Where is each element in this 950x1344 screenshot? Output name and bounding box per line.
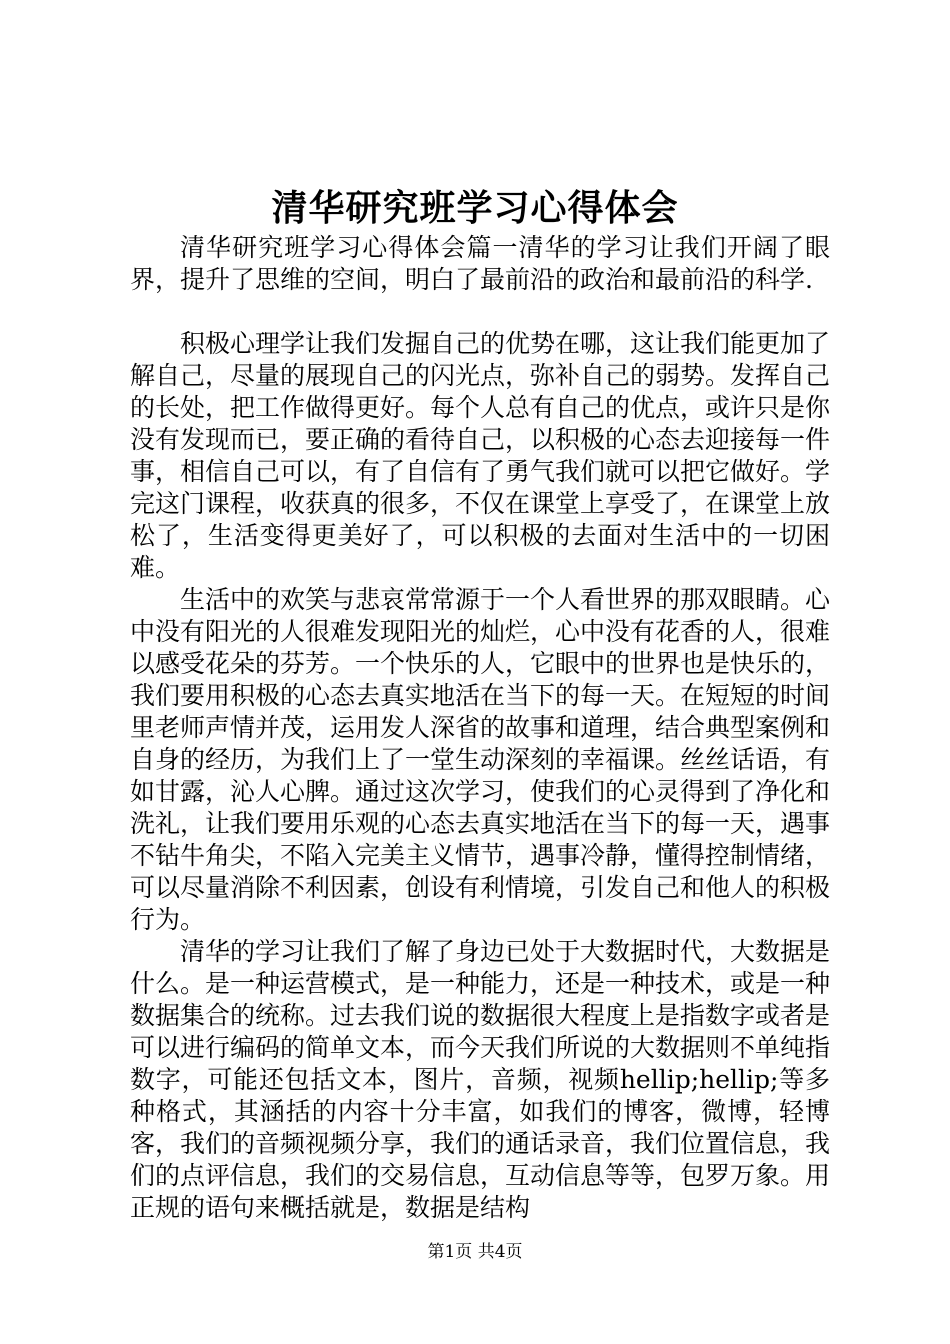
paragraph-big-data: 清华的学习让我们了解了身边已处于大数据时代，大数据是什么。是一种运营模式，是一种能力，还是一种技术，或是一种数据集合的统称。过去我们说的数据很大程度上是指数字或者是可以进行编码的简单文本，而今天我们所说的大数据则不单纯指数字，可能还包括文本，图片，音频，视频hellip;hellip;等多种格式，其涵括的内容十分丰富，如我们的博客，微博，轻博客，我们的音频视频分享，我们的通话录音，我们位置信息，我们的点评信息，我们的交易信息，互动信息等等，包罗万象。用正规的语句来概括就是，数据是结构 <box>130 937 831 1222</box>
paragraph-happiness: 生活中的欢笑与悲哀常常源于一个人看世界的那双眼睛。心中没有阳光的人很难发现阳光的灿烂，心中没有花香的人，很难以感受花朵的芬芳。一个快乐的人，它眼中的世界也是快乐的，我们要用积极的心态去真实地活在当下的每一天。在短短的时间里老师声情并茂，运用发人深省的故事和道理，结合典型案例和自身的经历，为我们上了一堂生动深刻的幸福课。丝丝话语，有如甘露，沁人心脾。通过这次学习，使我们的心灵得到了净化和洗礼，让我们要用乐观的心态去真实地活在当下的每一天，遇事不钻牛角尖，不陷入完美主义情节，遇事冷静，懂得控制情绪，可以尽量消除不利因素，创设有利情境，引发自己和他人的积极行为。 <box>130 585 831 934</box>
document-title: 清华研究班学习心得体会 <box>271 187 679 229</box>
paragraph-intro: 清华研究班学习心得体会篇一清华的学习让我们开阔了眼界，提升了思维的空间，明白了最前沿的政治和最前沿的科学. <box>130 233 830 294</box>
page-footer: 第1页 共4页 <box>427 1242 523 1262</box>
paragraph-positive-psychology: 积极心理学让我们发掘自己的优势在哪，这让我们能更加了解自己，尽量的展现自己的闪光点，弥补自己的弱势。发挥自己的长处，把工作做得更好。每个人总有自己的优点，或许只是你没有发现而已，要正确的看待自己，以积极的心态去迎接每一件事，相信自己可以，有了自信有了勇气我们就可以把它做好。学完这门课程，收获真的很多，不仅在课堂上享受了，在课堂上放松了，生活变得更美好了，可以积极的去面对生活中的一切困难。 <box>130 329 831 582</box>
document-body <box>130 232 830 1224</box>
